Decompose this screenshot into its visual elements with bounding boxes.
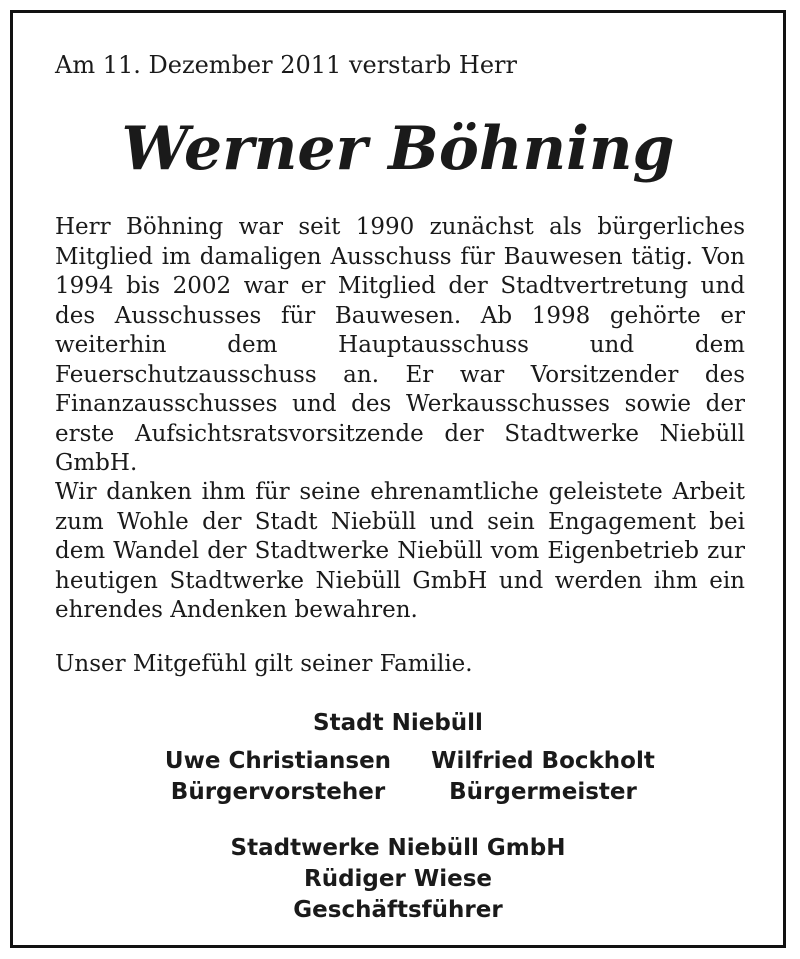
paragraph-thanks: Wir danken ihm für seine ehrenamtliche geleistete Arbeit zum Wohle der Stadt Niebüll und sein Engagement bei dem Wandel der Stadtwerke Niebüll vom Eigenbetrieb zur heutigen Stadtwerke Niebüll GmbH und werden ihm ein ehrendes Andenken bewahren. xyxy=(55,479,745,623)
signature-right xyxy=(393,746,693,808)
obituary-notice xyxy=(10,10,786,948)
signatory-name: Uwe Christiansen xyxy=(164,748,392,774)
deceased-name: Werner Böhning xyxy=(121,114,675,184)
signatory-title: Bürgervorsteher xyxy=(170,779,386,805)
paragraph-career: Herr Böhning war seit 1990 zunächst als bürgerliches Mitglied im damaligen Ausschuss für Bauwesen tätig. Von 1994 bis 2002 war er Mitglied der Stadtvertretung und des Ausschusses für Bauwesen. Ab 1998 gehörte er weiterhin dem Hauptausschuss und dem Feuerschutzausschuss an. Er war Vorsitzender des Finanzausschusses und des Werkausschusses sowie der erste Aufsichtsratsvorsitzende der Stadtwerke Niebüll GmbH. xyxy=(55,214,745,476)
signature-company-block xyxy=(13,833,783,926)
signature-city-block xyxy=(13,708,783,739)
paragraph-condolence: Unser Mitgefühl gilt seiner Familie. xyxy=(55,651,473,677)
signature-left xyxy=(128,746,428,808)
signatory-title: Bürgermeister xyxy=(449,779,637,805)
signatory-name: Wilfried Bockholt xyxy=(431,748,655,774)
company-name: Stadtwerke Niebüll GmbH xyxy=(230,835,566,861)
intro-line: Am 11. Dezember 2011 verstarb Herr xyxy=(55,51,517,79)
company-person: Rüdiger Wiese xyxy=(304,866,492,892)
company-person-title: Geschäftsführer xyxy=(293,897,503,923)
city-name: Stadt Niebüll xyxy=(313,710,483,736)
